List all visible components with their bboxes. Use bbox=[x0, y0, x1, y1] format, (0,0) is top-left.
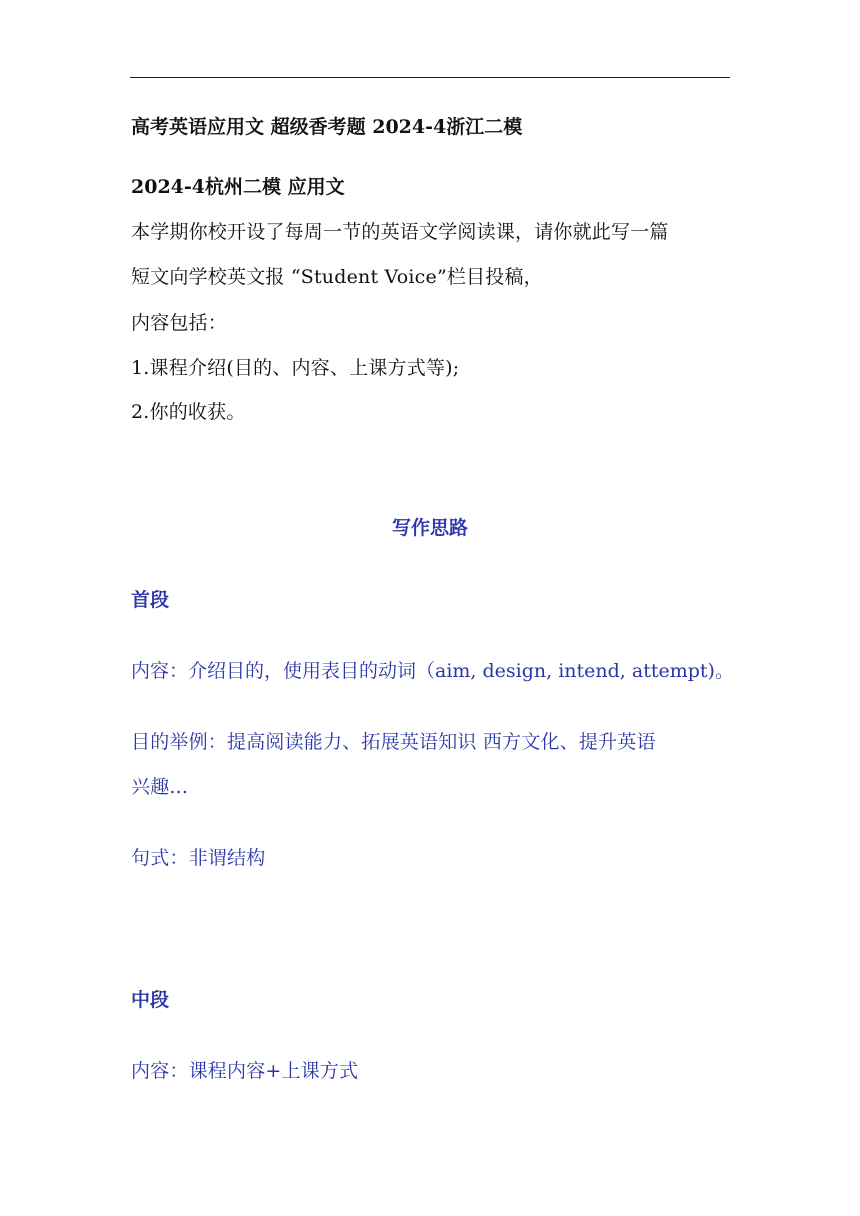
requirement-item-2: 2.你的收获。 bbox=[131, 401, 246, 423]
prompt-line-2: 短文向学校英文报 “Student Voice”栏目投稿， bbox=[131, 266, 543, 288]
middle-paragraph-heading: 中段 bbox=[131, 989, 170, 1011]
middle-paragraph-content: 内容：课程内容+上课方式 bbox=[131, 1060, 359, 1082]
first-paragraph-heading: 首段 bbox=[131, 589, 170, 611]
prompt-line-1: 本学期你校开设了每周一节的英语文学阅读课，请你就此写一篇 bbox=[131, 221, 669, 243]
first-paragraph-examples-line-2: 兴趣... bbox=[131, 776, 189, 798]
header-rule bbox=[130, 77, 730, 78]
requirement-item-1: 1.课程介绍(目的、内容、上课方式等); bbox=[131, 357, 460, 379]
first-paragraph-content: 内容：介绍目的，使用表目的动词（aim, design, intend, attempt)。 bbox=[131, 660, 734, 682]
guide-heading: 写作思路 bbox=[391, 517, 468, 539]
first-paragraph-examples-line-1: 目的举例：提高阅读能力、拓展英语知识 西方文化、提升英语 bbox=[131, 731, 656, 753]
first-paragraph-structure: 句式：非谓结构 bbox=[131, 847, 266, 869]
content-label: 内容包括： bbox=[131, 312, 228, 334]
document-subtitle: 2024-4杭州二模 应用文 bbox=[131, 176, 345, 198]
document-title: 高考英语应用文 超级香考题 2024-4浙江二模 bbox=[131, 116, 523, 138]
